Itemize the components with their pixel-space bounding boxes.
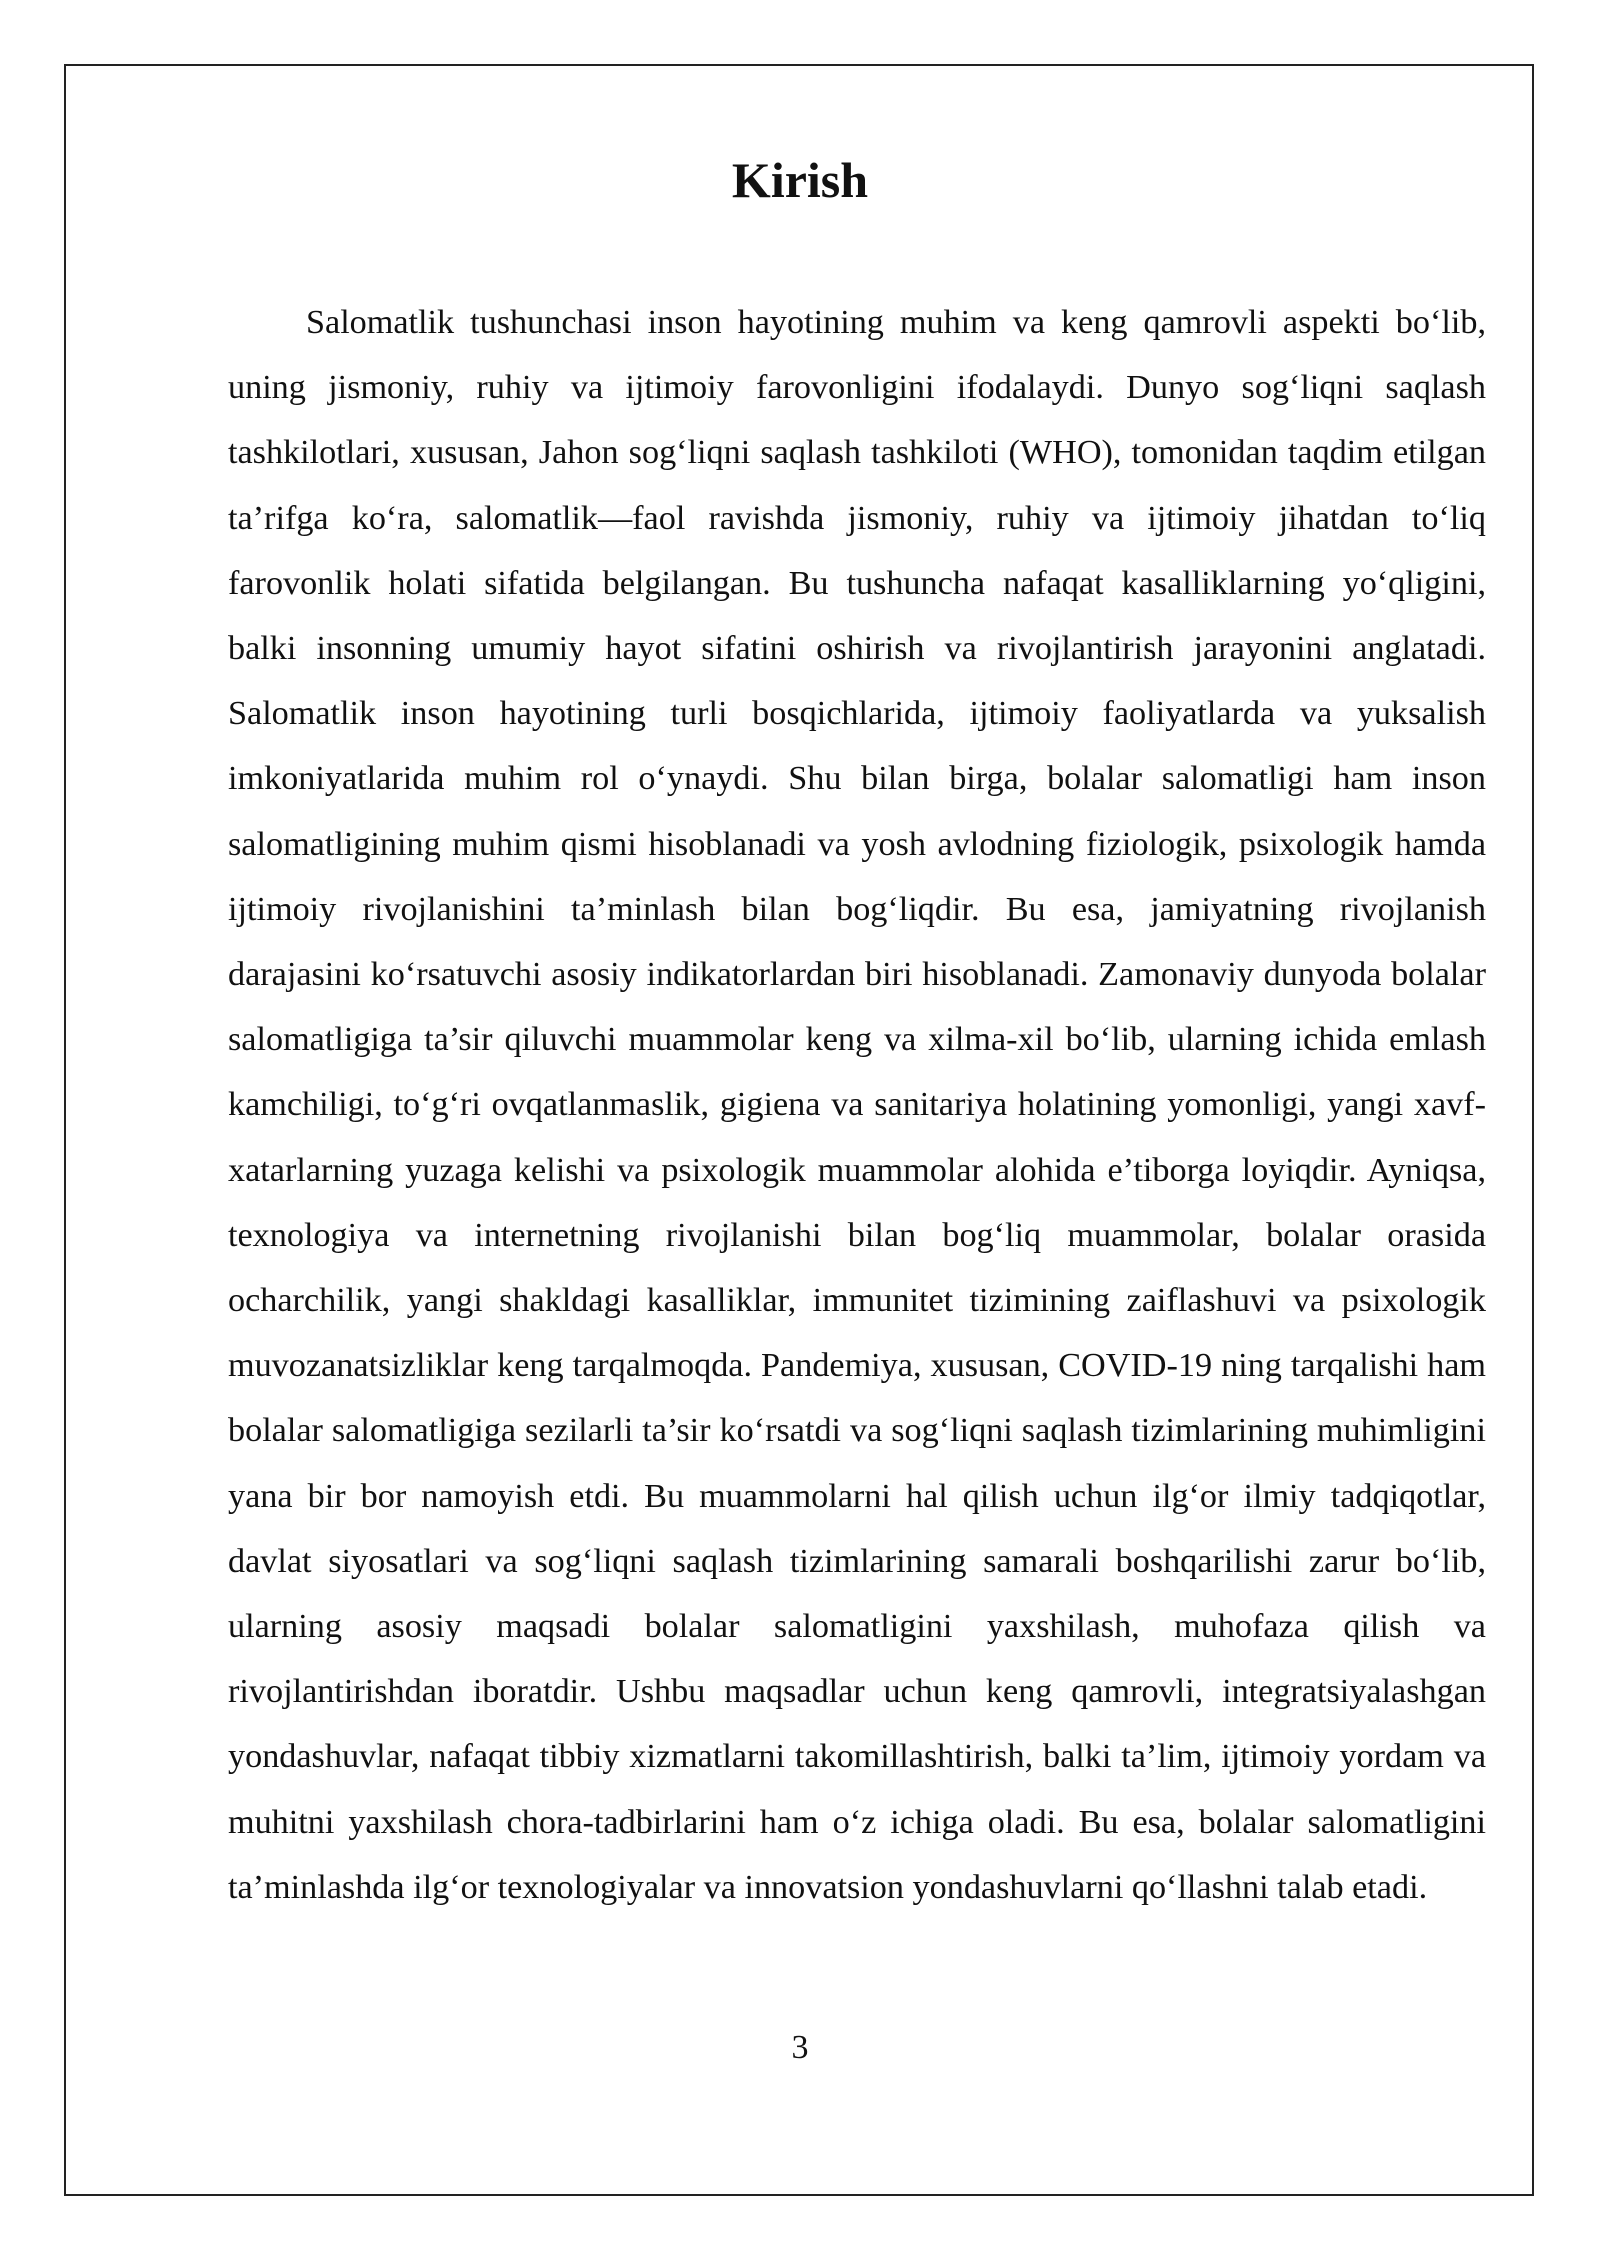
section-title: Kirish [731,152,869,208]
page-number: 3 [791,2029,809,2066]
body-paragraph: Salomatlik tushunchasi inson hayotining muhim va keng qamrovli aspekti bo‘lib, uning jismoniy, ruhiy va ijtimoiy farovonligini ifodalaydi. Dunyo sog‘liqni saqlash tashkilotlari, xususan, Jahon sog‘liqni saqlash tashkiloti (WHO), tomonidan taqdim etilgan ta’rifga ko‘ra, salomatlik—faol ravishda jismoniy, ruhiy va ijtimoiy jihatdan to‘liq farovonlik holati sifatida belgilangan. Bu tushuncha nafaqat kasalliklarning yo‘qligini, balki insonning umumiy hayot sifatini oshirish va rivojlantirish jarayonini anglatadi. Salomatlik inson hayotining turli bosqichlarida, ijtimoiy faoliyatlarda va yuksalish imkoniyatlarida muhim rol o‘ynaydi. Shu bilan birga, bolalar salomatligi ham inson salomatligining muhim qismi hisoblanadi va yosh avlodning fiziologik, psixologik hamda ijtimoiy rivojlanishini ta’minlash bilan bog‘liqdir. Bu esa, jamiyatning rivojlanish darajasini ko‘rsatuvchi asosiy indikatorlardan biri hisoblanadi. Zamonaviy dunyoda bolalar salomatligiga ta’sir qiluvchi muammolar keng va xilma-xil bo‘lib, ularning ichida emlash kamchiligi, to‘g‘ri ovqatlanmaslik, gigiena va sanitariya holatining yomonligi, yangi xavf-xatarlarning yuzaga kelishi va psixologik muammolar alohida e’tiborga loyiqdir. Ayniqsa, texnologiya va internetning rivojlanishi bilan bog‘liq muammolar, bolalar orasida ocharchilik, yangi shakldagi kasalliklar, immunitet tizimining zaiflashuvi va psixologik muvozanatsizliklar keng tarqalmoqda. Pandemiya, xususan, COVID-19 ning tarqalishi ham bolalar salomatligiga sezilarli ta’sir ko‘rsatdi va sog‘liqni saqlash tizimlarining muhimligini yana bir bor namoyish etdi. Bu muammolarni hal qilish uchun ilg‘or ilmiy tadqiqotlar, davlat siyosatlari va sog‘liqni saqlash tizimlarining samarali boshqarilishi zarur bo‘lib, ularning asosiy maqsadi bolalar salomatligini yaxshilash, muhofaza qilish va rivojlantirishdan iboratdir. Ushbu maqsadlar uchun keng qamrovli, integratsiyalashgan yondashuvlar, nafaqat tibbiy xizmatlarni takomillashtirish, balki ta’lim, ijtimoiy yordam va muhitni yaxshilash chora-tadbirlarini ham o‘z ichiga oladi. Bu esa, bolalar salomatligini ta’minlashda ilg‘or texnologiyalar va innovatsion yondashuvlarni qo‘llashni talab etadi. [228,304,1486,1906]
